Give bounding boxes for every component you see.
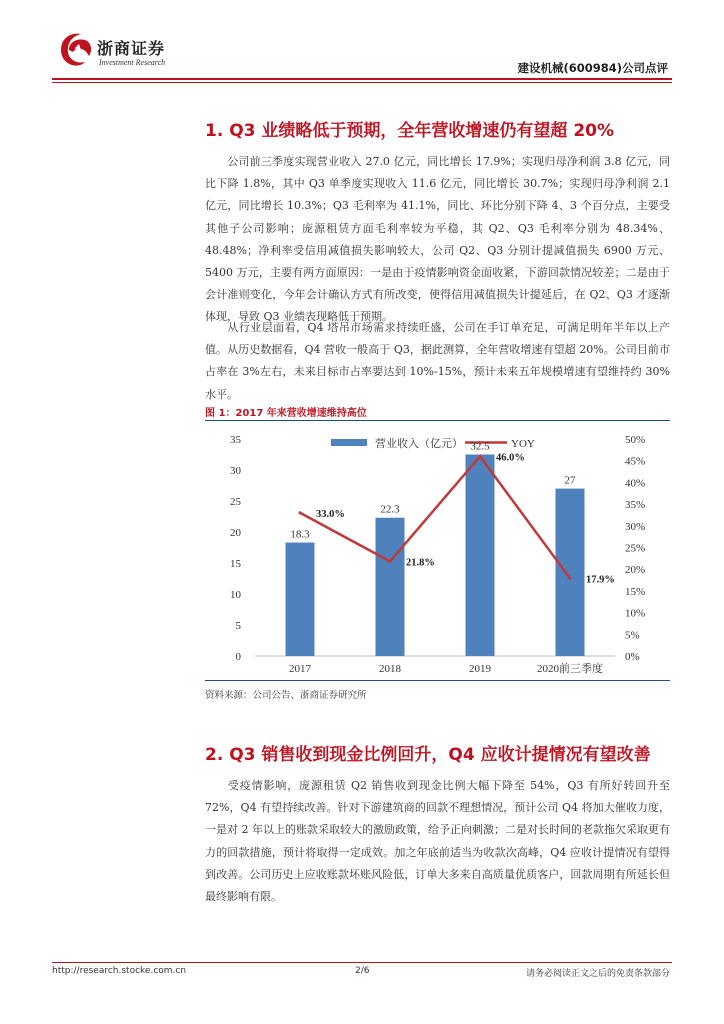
- section1-paragraph-1-text: 公司前三季度实现营业收入 27.0 亿元，同比增长 17.9%；实现归母净利润 3.8 亿元，同比下降 1.8%，其中 Q3 单季度实现收入 11.6 亿元，同比增长 30.7%；实现归母净利润 2.1 亿元，同比增长 10.3%；Q3 毛利率为 41.1%，同比、环比分别下降 4、3 个百分点，主要受其他子公司影响；庞源租赁方面毛利率较为平稳，其 Q2、Q3 毛利率分别为 48.34%、48.48%；净利率受信用减值损失影响较大，公司 Q2、Q3 分别计提减值损失 6900 万元、5400 万元，主要有两方面原因：一是由于疫情影响资金面收紧，下游回款情况较差；二是由于会计准则变化，今年会计确认方式有所改变，使得信用减值损失计提延后，在 Q2、Q3 才逐渐体现，导致 Q3 业绩表现略低于预期。: [205, 155, 670, 324]
- yoy-point: [389, 560, 392, 563]
- yoy-point: [479, 455, 482, 458]
- brand-name-en: Investment Research: [99, 58, 166, 67]
- revenue-bar: [286, 543, 315, 656]
- revenue-bar: [376, 518, 405, 656]
- figure1-source: 资料来源：公司公告、浙商证券研究所: [205, 690, 367, 701]
- revenue-bar: [466, 455, 495, 657]
- section1-paragraph-2-text: 从行业层面看，Q4 塔吊市场需求持续旺盛，公司在手订单充足，可满足明年半年以上产值。从历史数据看，Q4 营收一般高于 Q3，据此测算，全年营收增速有望超 20%。公司目前市占率在 3%左右，未来目标市占率要达到 10%-15%，预计未来五年规模增速有望维持约 30%水平。: [205, 321, 670, 401]
- x-axis-tick-label: 2020前三季度: [537, 663, 603, 675]
- revenue-bar-label: 22.3: [380, 503, 400, 516]
- left-axis-tick-label: 30: [230, 465, 241, 477]
- x-axis-labels: [289, 661, 603, 675]
- right-axis-tick-label: 0%: [625, 651, 640, 663]
- left-axis-tick-label: 0: [235, 651, 241, 663]
- yoy-point: [569, 577, 572, 580]
- revenue-bar-label: 27: [564, 474, 576, 487]
- figure1-title: 图 1：2017 年来营收增速维持高位: [205, 408, 367, 419]
- yoy-point-label: 21.8%: [406, 557, 435, 569]
- revenue-yoy-chart: [205, 424, 675, 680]
- legend-label-yoy: YOY: [511, 438, 535, 450]
- right-axis-tick-label: 20%: [625, 564, 646, 577]
- section2-paragraph-1: [205, 775, 670, 908]
- yoy-point-label: 17.9%: [586, 574, 615, 586]
- x-axis-tick-label: 2019: [469, 663, 491, 675]
- header-divider: [52, 78, 672, 80]
- brand-logo-mark-icon: [55, 30, 97, 70]
- left-axis-tick-label: 5: [235, 620, 241, 632]
- section1-paragraph-1: [205, 151, 670, 329]
- section1-paragraph-2: [205, 317, 670, 406]
- footer-divider: [52, 962, 672, 963]
- header-divider-thin: [52, 82, 672, 83]
- brand-name-cn: 浙商证券: [97, 39, 166, 58]
- yoy-point: [299, 511, 302, 514]
- right-axis-tick-label: 50%: [625, 434, 646, 446]
- left-axis-tick-label: 35: [230, 434, 241, 446]
- section2-title: 2. Q3 销售收到现金比例回升，Q4 应收计提情况有望改善: [205, 745, 651, 765]
- right-axis-tick-label: 10%: [625, 607, 646, 620]
- x-axis-tick-label: 2017: [289, 663, 311, 675]
- report-title: 建设机械(600984)公司点评: [517, 61, 668, 75]
- right-axis-tick-label: 5%: [625, 629, 640, 642]
- brand-logo: [55, 30, 185, 72]
- right-axis-tick-label: 45%: [625, 455, 646, 468]
- revenue-bar: [556, 489, 585, 656]
- left-axis-tick-label: 15: [230, 558, 241, 570]
- yoy-point-label: 46.0%: [496, 452, 525, 464]
- left-axis-tick-label: 20: [230, 527, 241, 539]
- revenue-bar-label: 18.3: [290, 528, 310, 541]
- right-axis-tick-label: 15%: [625, 585, 646, 598]
- right-axis-tick-label: 40%: [625, 477, 646, 490]
- right-axis-tick-label: 30%: [625, 520, 646, 533]
- revenue-bar-label: 32.5: [470, 440, 490, 453]
- left-axis-tick-label: 10: [230, 589, 241, 601]
- figure1-top-rule: [205, 420, 670, 421]
- right-axis-tick-label: 25%: [625, 542, 646, 555]
- section2-paragraph-1-text: 受疫情影响，庞源租赁 Q2 销售收到现金比例大幅下降至 54%，Q3 有所好转回升至 72%，Q4 有望持续改善。针对下游建筑商的回款不理想情况，预计公司 Q4 将加大催收力度，一是对 2 年以上的账款采取较大的激励政策，给予正向刺激；二是对长时间的老款拖欠采取更有力的回款措施，预计将取得一定成效。加之年底前适当为收款次高峰，Q4 应收计提情况有望得到改善。公司历史上应收账款坏账风险低，订单大多来自高质量优质客户，回款周期有所延长但最终影响有限。: [205, 779, 670, 904]
- revenue-bars: [286, 441, 585, 657]
- figure1-bottom-rule: [205, 680, 670, 681]
- yoy-point-label: 33.0%: [316, 508, 345, 520]
- legend-label-revenue: 营业收入（亿元）: [375, 438, 463, 450]
- footer-page-number: 2/6: [355, 966, 370, 976]
- right-axis: [625, 434, 645, 663]
- left-axis-tick-label: 25: [230, 496, 241, 508]
- section1-title: 1. Q3 业绩略低于预期，全年营收增速仍有望超 20%: [205, 121, 615, 141]
- chart-legend: [331, 436, 535, 450]
- legend-swatch-revenue: [331, 439, 367, 446]
- footer-url[interactable]: http://research.stocke.com.cn: [52, 966, 187, 976]
- footer-disclaimer: 请务必阅读正文之后的免责条款部分: [525, 969, 670, 979]
- x-axis-tick-label: 2018: [379, 663, 401, 675]
- right-axis-tick-label: 35%: [625, 499, 646, 512]
